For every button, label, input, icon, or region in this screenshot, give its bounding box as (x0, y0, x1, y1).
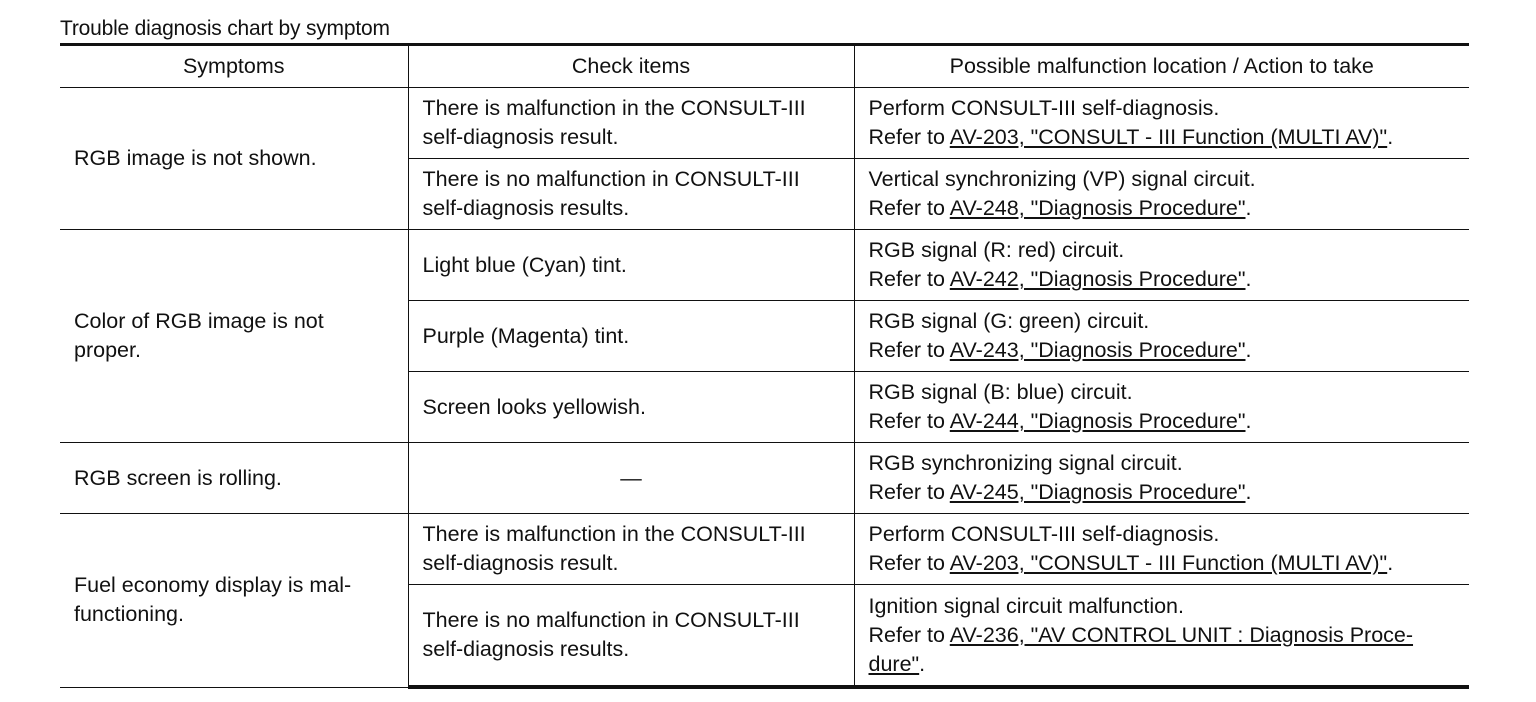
action-cell (854, 372, 1469, 443)
check-cell (408, 585, 854, 688)
reference-link-continued[interactable]: dure" (868, 651, 920, 676)
reference-link[interactable]: AV-242, "Diagnosis Procedure" (949, 267, 1246, 291)
reference-link[interactable]: AV-236, "AV CONTROL UNIT : Diagnosis Proce- (949, 622, 1414, 647)
reference-end: . (1245, 267, 1252, 291)
reference-link[interactable]: AV-203, "CONSULT - III Function (MULTI AV)" (949, 551, 1388, 575)
action-text: Ignition signal circuit malfunction. (868, 593, 1184, 618)
action-cell (854, 443, 1469, 514)
action-cell (854, 514, 1469, 585)
check-text-line: self-diagnosis result. (422, 125, 619, 149)
action-cell (854, 585, 1469, 688)
action-text: RGB signal (B: blue) circuit. (868, 380, 1133, 404)
trouble-diagnosis-table (60, 43, 1469, 689)
symptom-cell: RGB image is not shown. (60, 88, 408, 230)
check-cell (408, 88, 854, 159)
action-text: Vertical synchronizing (VP) signal circuit. (868, 167, 1256, 191)
action-text: RGB signal (R: red) circuit. (868, 238, 1125, 262)
table-row (60, 230, 1469, 301)
reference-line (869, 194, 1456, 223)
reference-line (869, 123, 1456, 152)
reference-link[interactable]: AV-203, "CONSULT - III Function (MULTI AV)" (949, 125, 1388, 149)
symptom-text-line: functioning. (74, 602, 184, 627)
check-cell: Purple (Magenta) tint. (408, 301, 854, 372)
action-cell (854, 230, 1469, 301)
reference-link[interactable]: AV-248, "Diagnosis Procedure" (949, 196, 1246, 220)
action-cell (854, 88, 1469, 159)
refer-label: Refer to (868, 480, 950, 504)
symptom-cell (60, 514, 408, 688)
check-text-line: There is no malfunction in CONSULT-III (422, 608, 800, 632)
reference-line (869, 549, 1456, 578)
action-cell (854, 159, 1469, 230)
check-cell: Light blue (Cyan) tint. (408, 230, 854, 301)
header-action: Possible malfunction location / Action to take (854, 45, 1469, 88)
reference-link[interactable]: AV-244, "Diagnosis Procedure" (949, 409, 1246, 433)
check-cell: Screen looks yellowish. (408, 372, 854, 443)
table-header-row (60, 45, 1469, 88)
check-cell (408, 159, 854, 230)
reference-line-continued (869, 650, 1456, 679)
symptom-text-line: proper. (74, 338, 141, 362)
header-check-items: Check items (408, 45, 854, 88)
table-row (60, 88, 1469, 159)
action-text: RGB synchronizing signal circuit. (868, 451, 1183, 475)
reference-end: . (1245, 409, 1252, 433)
check-cell (408, 514, 854, 585)
symptom-cell: RGB screen is rolling. (60, 443, 408, 514)
check-text-line: There is malfunction in the CONSULT-III (422, 96, 806, 120)
action-text: RGB signal (G: green) circuit. (868, 309, 1150, 333)
header-symptoms: Symptoms (60, 45, 408, 88)
table-row (60, 443, 1469, 514)
reference-end: . (1387, 125, 1394, 149)
chart-caption: Trouble diagnosis chart by symptom (60, 17, 390, 40)
action-text: Perform CONSULT-III self-diagnosis. (868, 522, 1220, 546)
reference-end: . (919, 651, 926, 676)
refer-label: Refer to (868, 409, 950, 433)
refer-label: Refer to (868, 622, 950, 647)
refer-label: Refer to (868, 551, 950, 575)
reference-line (869, 478, 1456, 507)
reference-end: . (1245, 196, 1252, 220)
reference-end: . (1387, 551, 1394, 575)
symptom-text-line: Fuel economy display is mal- (74, 573, 352, 598)
check-text-line: self-diagnosis results. (422, 196, 630, 220)
check-text-line: There is no malfunction in CONSULT-III (422, 167, 800, 191)
reference-line (869, 265, 1456, 294)
check-cell: — (408, 443, 854, 514)
reference-end: . (1245, 480, 1252, 504)
reference-link[interactable]: AV-243, "Diagnosis Procedure" (949, 338, 1246, 362)
check-text-line: self-diagnosis results. (422, 637, 630, 661)
check-text-line: self-diagnosis result. (422, 551, 619, 575)
symptom-cell (60, 230, 408, 443)
reference-line (869, 621, 1456, 650)
table-row (60, 514, 1469, 585)
reference-link[interactable]: AV-245, "Diagnosis Procedure" (949, 480, 1246, 504)
symptom-text-line: Color of RGB image is not (74, 309, 324, 333)
check-text-line: There is malfunction in the CONSULT-III (422, 522, 806, 546)
refer-label: Refer to (868, 125, 950, 149)
reference-line (869, 407, 1456, 436)
reference-line (869, 336, 1456, 365)
action-text: Perform CONSULT-III self-diagnosis. (868, 96, 1220, 120)
refer-label: Refer to (868, 338, 950, 362)
reference-end: . (1245, 338, 1252, 362)
refer-label: Refer to (868, 267, 950, 291)
refer-label: Refer to (868, 196, 950, 220)
action-cell (854, 301, 1469, 372)
